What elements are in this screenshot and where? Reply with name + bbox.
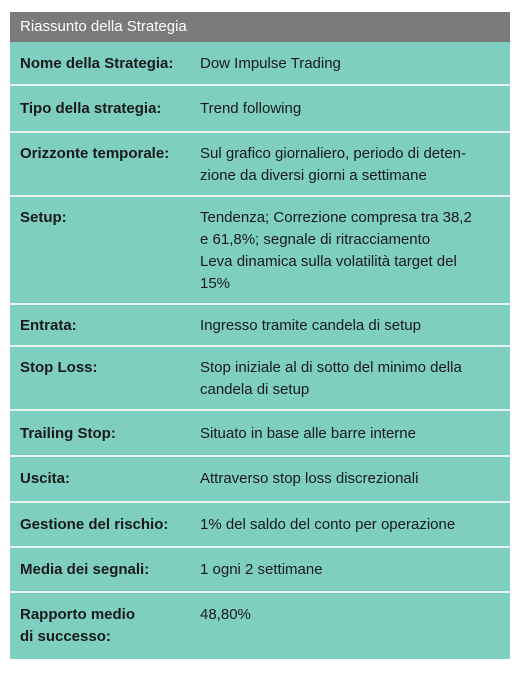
row-value: 1% del saldo del conto per operazione	[200, 516, 456, 533]
row-setup	[10, 197, 510, 305]
row-value: Stop iniziale al di sotto del minimo della candela di setup	[200, 359, 462, 398]
row-label: Nome della Strategia:	[20, 55, 174, 72]
row-label: Gestione del rischio:	[20, 516, 169, 533]
row-label: Stop Loss:	[20, 359, 98, 376]
row-success-ratio	[10, 593, 510, 659]
row-label: Rapporto medio di successo:	[20, 606, 135, 645]
row-signal-average	[10, 548, 510, 593]
row-value: 1 ogni 2 settimane	[200, 561, 323, 578]
row-entry	[10, 305, 510, 347]
row-label: Media dei segnali:	[20, 561, 150, 578]
row-value: Dow Impulse Trading	[200, 55, 341, 72]
row-exit	[10, 457, 510, 503]
row-value: Tendenza; Correzione compresa tra 38,2 e 61,8%; segnale di ritracciamento Leva dinamica sulla volatilità target del 15%	[200, 209, 472, 292]
card-header	[10, 12, 510, 42]
row-strategy-type	[10, 86, 510, 133]
row-trailing-stop	[10, 411, 510, 457]
row-label: Entrata:	[20, 317, 77, 334]
row-stop-loss	[10, 347, 510, 411]
row-label: Tipo della strategia:	[20, 100, 162, 117]
card-title: Riassunto della Strategia	[20, 18, 187, 35]
row-value: Attraverso stop loss discrezionali	[200, 470, 419, 487]
row-value: Trend following	[200, 100, 302, 117]
row-value: Sul grafico giornaliero, periodo di deten- zione da diversi giorni a settimane	[200, 145, 466, 184]
row-value: Situato in base alle barre interne	[200, 425, 416, 442]
row-time-horizon	[10, 133, 510, 197]
strategy-summary-card	[10, 12, 510, 659]
row-value: Ingresso tramite candela di setup	[200, 317, 421, 334]
row-strategy-name	[10, 42, 510, 86]
row-label: Trailing Stop:	[20, 425, 116, 442]
row-risk-management	[10, 503, 510, 548]
row-label: Uscita:	[20, 470, 71, 487]
row-value: 48,80%	[200, 606, 251, 623]
row-label: Setup:	[20, 209, 67, 226]
row-label: Orizzonte temporale:	[20, 145, 170, 162]
